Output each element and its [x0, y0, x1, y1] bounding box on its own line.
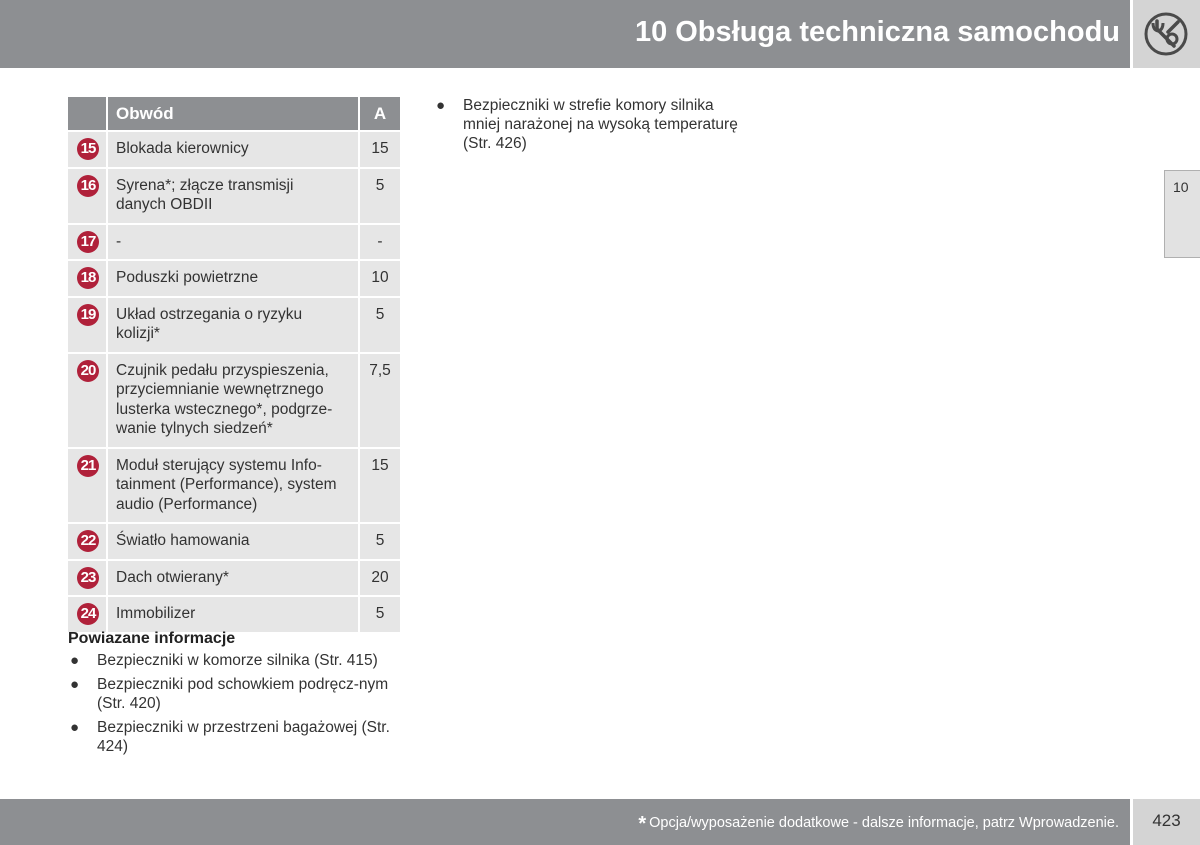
related-link[interactable]	[68, 651, 398, 670]
related-info-list	[68, 651, 398, 761]
amperage-cell: 5	[360, 595, 400, 632]
amperage-cell: -	[360, 223, 400, 260]
fuse-number-cell	[68, 223, 108, 260]
table-row	[68, 130, 400, 167]
table-row	[68, 259, 400, 296]
footer-note-text: Opcja/wyposażenie dodatkowe - dalsze informacje, patrz Wprowadzenie.	[649, 815, 1119, 831]
fuse-number-badge: 23	[77, 567, 99, 589]
asterisk-mark: *	[638, 813, 647, 835]
circuit-cell: Moduł sterujący systemu Info-tainment (Performance), system audio (Performance)	[108, 447, 360, 523]
page-number: 423	[1152, 811, 1181, 830]
table-row	[68, 522, 400, 559]
amperage-cell: 5	[360, 522, 400, 559]
chapter-side-tab[interactable]	[1164, 170, 1200, 258]
amperage-cell: 5	[360, 296, 400, 352]
table-row	[68, 352, 400, 447]
amperage-cell: 20	[360, 559, 400, 596]
related-link[interactable]	[68, 718, 398, 756]
fuse-number-cell	[68, 130, 108, 167]
amperage-cell: 10	[360, 259, 400, 296]
bullet-icon: ●	[436, 97, 446, 114]
circuit-cell: Immobilizer	[108, 595, 360, 632]
page-number-box	[1133, 799, 1200, 845]
bullet-icon: ●	[70, 676, 80, 693]
fuse-number-badge: 22	[77, 530, 99, 552]
circuit-cell: Dach otwierany*	[108, 559, 360, 596]
amperage-cell: 5	[360, 167, 400, 223]
table-row	[68, 296, 400, 352]
fuse-number-cell	[68, 167, 108, 223]
column-header-number	[68, 97, 108, 130]
fuse-number-badge: 16	[77, 175, 99, 197]
amperage-cell: 7,5	[360, 352, 400, 447]
fuse-number-badge: 21	[77, 455, 99, 477]
fuse-number-badge: 20	[77, 360, 99, 382]
circuit-cell: Syrena*; złącze transmisji danych OBDII	[108, 167, 360, 223]
wrench-gear-icon	[1144, 12, 1188, 56]
table-row	[68, 447, 400, 523]
circuit-cell: Światło hamowania	[108, 522, 360, 559]
amperage-cell: 15	[360, 130, 400, 167]
table-row	[68, 559, 400, 596]
fuse-number-cell	[68, 447, 108, 523]
fuse-table	[68, 97, 400, 632]
chapter-side-tab-label: 10	[1173, 179, 1189, 195]
header-icon-box	[1133, 0, 1200, 68]
bullet-icon: ●	[70, 719, 80, 736]
fuse-number-badge: 18	[77, 267, 99, 289]
related-link-text: Bezpieczniki w komorze silnika (Str. 415)	[97, 652, 378, 669]
fuse-number-cell	[68, 559, 108, 596]
circuit-cell: -	[108, 223, 360, 260]
related-link-text: Bezpieczniki w strefie komory silnika mniej narażonej na wysoką temperaturę (Str. 426)	[463, 97, 738, 152]
circuit-cell: Poduszki powietrzne	[108, 259, 360, 296]
table-row	[68, 595, 400, 632]
fuse-number-cell	[68, 296, 108, 352]
circuit-cell: Blokada kierownicy	[108, 130, 360, 167]
fuse-number-badge: 15	[77, 138, 99, 160]
fuse-number-cell	[68, 352, 108, 447]
related-link-text: Bezpieczniki w przestrzeni bagażowej (Str. 424)	[97, 719, 390, 755]
fuse-number-cell	[68, 259, 108, 296]
fuse-number-badge: 24	[77, 603, 99, 625]
fuse-number-cell	[68, 522, 108, 559]
bullet-icon: ●	[70, 652, 80, 669]
related-link[interactable]	[434, 96, 754, 153]
fuse-number-badge: 19	[77, 304, 99, 326]
chapter-title: 10 Obsługa techniczna samochodu	[634, 16, 1120, 48]
column-header-circuit: Obwód	[108, 97, 360, 130]
amperage-cell: 15	[360, 447, 400, 523]
footer-note	[638, 813, 1119, 836]
column-header-amperage: A	[360, 97, 400, 130]
fuse-number-badge: 17	[77, 231, 99, 253]
table-header-row	[68, 97, 400, 130]
related-link-text: Bezpieczniki pod schowkiem podręcz-nym (Str. 420)	[97, 676, 389, 712]
circuit-cell: Układ ostrzegania o ryzyku kolizji*	[108, 296, 360, 352]
related-link[interactable]	[68, 675, 398, 713]
fuse-number-cell	[68, 595, 108, 632]
circuit-cell: Czujnik pedału przyspieszenia, przyciemnianie wewnętrznego lusterka wstecznego*, podgrze-wanie tylnych siedzeń*	[108, 352, 360, 447]
right-column-list	[434, 96, 754, 153]
table-row	[68, 223, 400, 260]
table-row	[68, 167, 400, 223]
related-info-heading: Powiazane informacje	[68, 630, 236, 647]
